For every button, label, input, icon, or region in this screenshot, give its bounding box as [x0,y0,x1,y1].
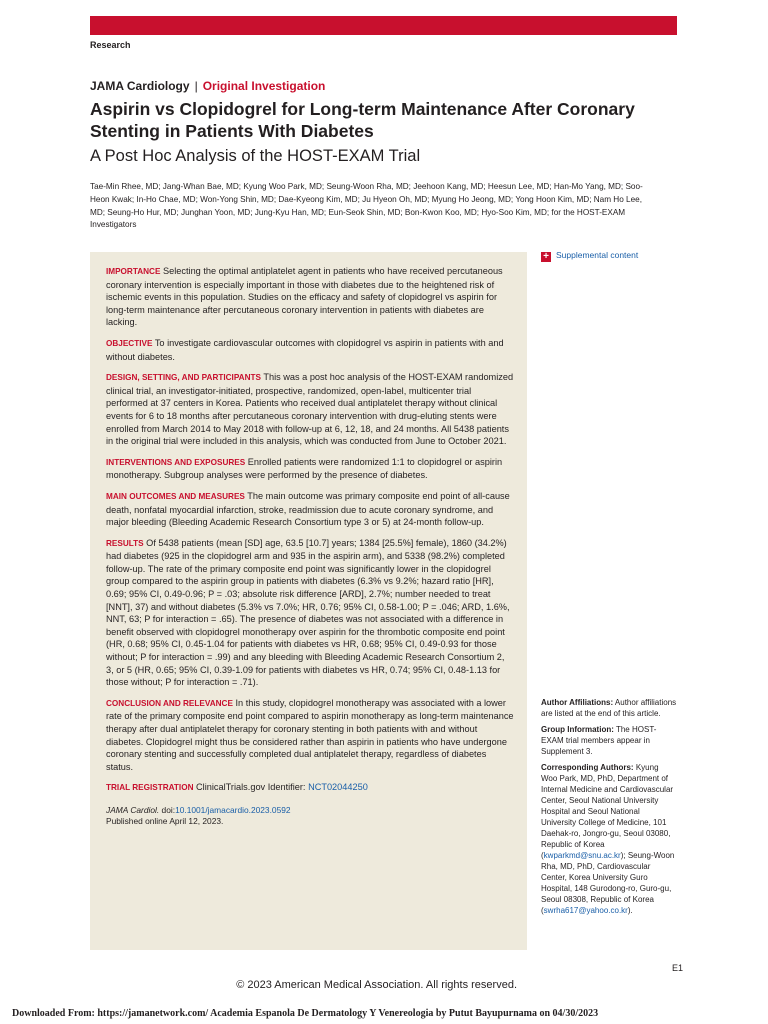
sidebar-text: ). [627,906,633,915]
article-title: Aspirin vs Clopidogrel for Long-term Maintenance After Coronary Stenting in Patients With Diabetes [90,99,635,141]
abstract-heading: OBJECTIVE [106,338,153,348]
citation [106,805,514,827]
page-number: E1 [671,963,683,973]
download-footer: Downloaded From: https://jamanetwork.com/ Academia Espanola De Dermatology Y Venereologia by Putut Bayupurnama on 04/30/2023 [12,1008,599,1019]
author-affiliations [541,697,677,719]
abstract-outcomes [106,490,514,529]
doi-label: doi: [161,804,176,815]
abstract-text: The main outcome was primary composite end point of all-cause death, nonfatal myocardial infarction, stroke, readmission due to acute coronary syndrome, and major bleeding (Bleeding Academic Research Consortium type 3 or 5) at 24-month follow-up. [106,490,510,528]
abstract-text: To investigate cardiovascular outcomes with clopidogrel vs aspirin in patients with and without diabetes. [106,337,504,362]
plus-icon: + [541,252,551,262]
journal-line [90,79,325,93]
sidebar-label: Corresponding Authors: [541,763,634,772]
author-info-sidebar [541,697,677,921]
header-bar [90,16,677,35]
abstract-text: Enrolled patients were randomized 1:1 to clopidogrel or aspirin monotherapy. Subgroup analyses were performed by the presence of diabetes. [106,456,503,481]
supplemental-content-label[interactable]: Supplemental content [556,250,639,260]
abstract-conclusion [106,697,514,774]
abstract-text: Of 5438 patients (mean [SD] age, 63.5 [10.7] years; 1384 [25.5%] female), 1860 (34.2%) had diabetes (925 in the clopidogrel arm and 935 in the aspirin arm), and 5338 (98.2%) completed follow-up. The rate of the primary composite end point was significantly lower in the clopidogrel group compared to the aspirin group in patients with diabetes (6.3% vs 9.2%; hazard ratio [HR], 0.69; 95% CI, 0.49-0.96; P = .03; absolute risk difference [ARD], 2.7%; number needed to treat [NNT], 37) and without diabetes (5.3% vs 7.0%; HR, 0.76; 95% CI, 0.58-1.00; P = .046; ARD, 1.6%, NNT, 63; P for interaction = .65). The presence of diabetes was not associated with a difference in benefit observed with clopidogrel monotherapy over aspirin for the thrombotic composite end point (HR, 0.68; 95% CI, 0.45-1.04 for patients with diabetes vs HR, 0.68; 95% CI, 0.49-0.93 for those without; P for interaction = .99) and any bleeding with Bleeding Academic Research Consortium 2, 3, or 5 (HR, 0.65; 95% CI, 0.39-1.09 for patients with diabetes vs HR, 0.74; 95% CI, 0.48-1.13 for those without; P for interaction = .71). [106,537,510,688]
abstract-results [106,537,514,689]
abstract-text: Selecting the optimal antiplatelet agent in patients who have received percutaneous coronary intervention is especially important in those with diabetes due to the heightened risk of ischemic events in this population. Studies on the efficacy and safety of clopidogrel vs aspirin for long-term maintenance after percutaneous coronary intervention in patients with diabetes are lacking. [106,266,503,328]
abstract-text: This was a post hoc analysis of the HOST-EXAM randomized clinical trial, an investigator-initiated, prospective, randomized, open-label, multicenter trial performed at 37 centers in Korea. Patients who received dual antiplatelet therapy without clinical events for 6 to 18 months after percutaneous coronary intervention with drug-eluting stents were enrolled from March 2014 to May 2018 with follow-up at 6, 12, 18, and 24 months. All 5438 patients in the original trial were included in this analysis, which was conducted from June to October 2021. [106,372,514,447]
abstract-design [106,371,514,448]
abstract-box [90,252,527,950]
trial-id-link[interactable]: NCT02044250 [308,782,368,793]
abstract-heading: MAIN OUTCOMES AND MEASURES [106,491,245,501]
journal-name: JAMA Cardiology [90,79,190,93]
section-label: Research [90,40,131,50]
published-date: Published online April 12, 2023. [106,815,224,826]
citation-journal: JAMA Cardiol. [106,804,160,815]
abstract-registration [106,781,514,795]
sidebar-label: Author Affiliations: [541,698,614,707]
group-information [541,724,677,757]
email-link[interactable]: swrha617@yahoo.co.kr [543,906,628,915]
author-list: Tae-Min Rhee, MD; Jang-Whan Bae, MD; Kyung Woo Park, MD; Seung-Woon Rha, MD; Jeehoon Kang, MD; Heesun Lee, MD; Han-Mo Yang, MD; Soo-Heon Kwak; In-Ho Chae, MD; Won-Yong Shin, MD; Dae-Kyeong Kim, MD; Ju Hyeon Oh, MD; Myung Ho Jeong, MD; Yong Hoon Kim, MD; Nam Ho Lee, MD; Seung-Ho Hur, MD; Junghan Yoon, MD; Jung-Kyu Han, MD; Eun-Seok Shin, MD; Bon-Kwon Koo, MD; Hyo-Soo Kim, MD; for the HOST-EXAM Investigators [90,182,643,230]
sidebar-text: Kyung Woo Park, MD, PhD, Department of Internal Medicine and Cardiovascular Center, Seoul National University Hospital and Seoul National University College of Medicine, 101 Daehak-ro, Jongro-gu, Seoul 03080, Republic of Korea ( [541,763,674,860]
abstract-heading: RESULTS [106,538,144,548]
abstract-text: ClinicalTrials.gov Identifier: [196,782,306,793]
abstract-heading: INTERVENTIONS AND EXPOSURES [106,457,246,467]
abstract-interventions [106,456,514,482]
copyright-notice: © 2023 American Medical Association. All rights reserved. [236,979,517,991]
supplemental-content-link[interactable] [541,250,638,262]
article-type: Original Investigation [202,79,326,93]
sidebar-label: Group Information: [541,725,614,734]
abstract-text: In this study, clopidogrel monotherapy was associated with a lower rate of the primary composite end point compared to aspirin monotherapy as long-term maintenance therapy after dual antiplatelet therapy for coronary stenting in both patients with and without diabetes. Clopidogrel might thus be considered rather than aspirin in patients who have undergone coronary stenting and successfully completed dual antiplatelet therapy, regardless of diabetes status. [106,697,514,772]
abstract-heading: DESIGN, SETTING, AND PARTICIPANTS [106,373,261,383]
sidebar-text: The HOST-EXAM trial members appear in Supplement 3. [541,725,657,756]
journal-separator: | [194,79,198,93]
abstract-heading: IMPORTANCE [106,267,161,276]
doi-link[interactable]: 10.1001/jamacardio.2023.0592 [175,804,291,815]
abstract-heading: TRIAL REGISTRATION [106,783,194,793]
sidebar-text: ); Seung-Woon Rha, MD, PhD, Cardiovascular Center, Korea University Guro Hospital, 148 Gurodong-ro, Guro-gu, Seoul 08308, Republic of Korea ( [541,851,675,915]
abstract-importance [106,265,514,329]
abstract-heading: CONCLUSION AND RELEVANCE [106,698,233,708]
abstract-objective [106,337,514,363]
article-subtitle: A Post Hoc Analysis of the HOST-EXAM Trial [90,147,421,165]
sidebar-text: Author affiliations are listed at the end of this article. [541,698,677,718]
corresponding-authors [541,762,677,916]
email-link[interactable]: kwparkmd@snu.ac.kr [543,851,621,860]
